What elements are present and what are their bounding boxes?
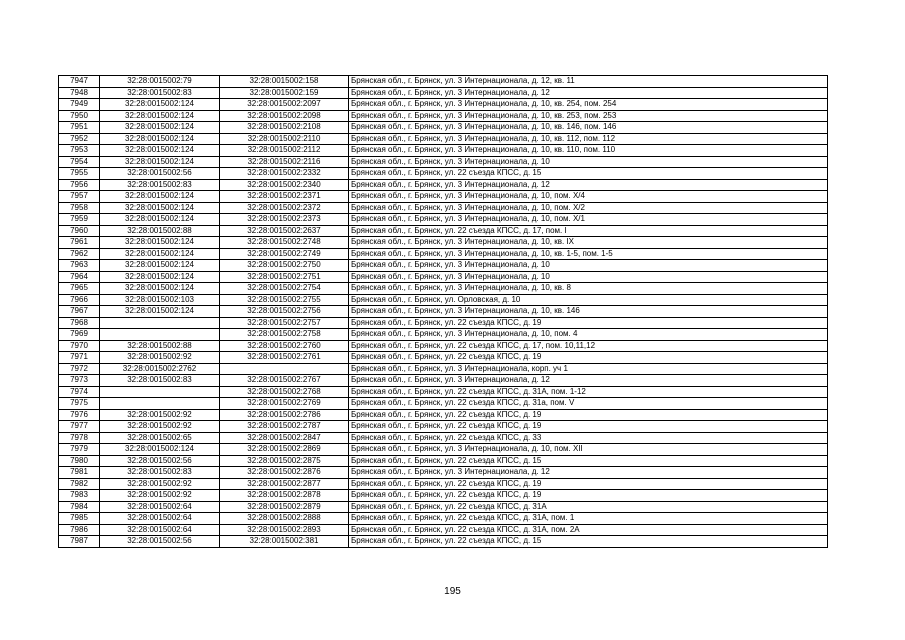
cadastral-number-cell: 32:28:0015002:2786	[220, 409, 349, 421]
address-cell: Брянская обл., г. Брянск, ул. 22 съезда КПСС, д. 15	[349, 536, 828, 548]
parent-cadastral-number-cell	[100, 386, 220, 398]
cadastral-number-cell: 32:28:0015002:158	[220, 76, 349, 88]
row-number-cell: 7983	[59, 490, 100, 502]
table-row	[59, 306, 828, 318]
row-number-cell: 7950	[59, 110, 100, 122]
table-row	[59, 444, 828, 456]
cadastral-number-cell: 32:28:0015002:2751	[220, 271, 349, 283]
parent-cadastral-number-cell: 32:28:0015002:92	[100, 352, 220, 364]
parent-cadastral-number-cell: 32:28:0015002:64	[100, 513, 220, 525]
table-row	[59, 421, 828, 433]
table-row	[59, 490, 828, 502]
page-number: 195	[444, 586, 461, 597]
registry-table	[58, 75, 828, 548]
address-cell: Брянская обл., г. Брянск, ул. 3 Интернационала, д. 10	[349, 260, 828, 272]
cadastral-number-cell: 32:28:0015002:2893	[220, 524, 349, 536]
table-row	[59, 363, 828, 375]
table-row	[59, 110, 828, 122]
table-row	[59, 283, 828, 295]
address-cell: Брянская обл., г. Брянск, ул. Орловская, д. 10	[349, 294, 828, 306]
parent-cadastral-number-cell: 32:28:0015002:124	[100, 110, 220, 122]
cadastral-number-cell: 32:28:0015002:2878	[220, 490, 349, 502]
row-number-cell: 7973	[59, 375, 100, 387]
table-row	[59, 168, 828, 180]
address-cell: Брянская обл., г. Брянск, ул. 3 Интернационала, д. 10, кв. 1-5, пом. 1-5	[349, 248, 828, 260]
cadastral-number-cell: 32:28:0015002:2879	[220, 501, 349, 513]
table-row	[59, 145, 828, 157]
cadastral-number-cell: 32:28:0015002:2757	[220, 317, 349, 329]
address-cell: Брянская обл., г. Брянск, ул. 3 Интернационала, д. 10, кв. 253, пом. 253	[349, 110, 828, 122]
cadastral-number-cell: 32:28:0015002:2097	[220, 99, 349, 111]
parent-cadastral-number-cell: 32:28:0015002:124	[100, 306, 220, 318]
table-row	[59, 202, 828, 214]
row-number-cell: 7987	[59, 536, 100, 548]
address-cell: Брянская обл., г. Брянск, ул. 3 Интернационала, д. 12	[349, 375, 828, 387]
cadastral-number-cell: 32:28:0015002:2756	[220, 306, 349, 318]
address-cell: Брянская обл., г. Брянск, ул. 22 съезда КПСС, д. 31А	[349, 501, 828, 513]
table-row	[59, 214, 828, 226]
table-row	[59, 260, 828, 272]
cadastral-number-cell: 32:28:0015002:2748	[220, 237, 349, 249]
cadastral-number-cell: 32:28:0015002:2875	[220, 455, 349, 467]
table-row	[59, 225, 828, 237]
address-cell: Брянская обл., г. Брянск, ул. 22 съезда КПСС, д. 19	[349, 478, 828, 490]
parent-cadastral-number-cell: 32:28:0015002:103	[100, 294, 220, 306]
row-number-cell: 7985	[59, 513, 100, 525]
cadastral-number-cell: 32:28:0015002:2877	[220, 478, 349, 490]
table-row	[59, 237, 828, 249]
address-cell: Брянская обл., г. Брянск, ул. 22 съезда КПСС, д. 19	[349, 490, 828, 502]
address-cell: Брянская обл., г. Брянск, ул. 3 Интернационала, д. 10, пом. 4	[349, 329, 828, 341]
address-cell: Брянская обл., г. Брянск, ул. 22 съезда КПСС, д. 31А, пом. 1-12	[349, 386, 828, 398]
address-cell: Брянская обл., г. Брянск, ул. 22 съезда КПСС, д. 19	[349, 352, 828, 364]
parent-cadastral-number-cell: 32:28:0015002:64	[100, 524, 220, 536]
parent-cadastral-number-cell: 32:28:0015002:124	[100, 283, 220, 295]
cadastral-number-cell: 32:28:0015002:2787	[220, 421, 349, 433]
row-number-cell: 7957	[59, 191, 100, 203]
row-number-cell: 7968	[59, 317, 100, 329]
address-cell: Брянская обл., г. Брянск, ул. 22 съезда КПСС, д. 31А, пом. 1	[349, 513, 828, 525]
table-row	[59, 386, 828, 398]
address-cell: Брянская обл., г. Брянск, ул. 3 Интернационала, д. 10, кв. 254, пом. 254	[349, 99, 828, 111]
cadastral-number-cell: 32:28:0015002:2767	[220, 375, 349, 387]
cadastral-number-cell: 32:28:0015002:2340	[220, 179, 349, 191]
cadastral-number-cell: 32:28:0015002:2769	[220, 398, 349, 410]
parent-cadastral-number-cell: 32:28:0015002:79	[100, 76, 220, 88]
row-number-cell: 7948	[59, 87, 100, 99]
parent-cadastral-number-cell: 32:28:0015002:92	[100, 421, 220, 433]
row-number-cell: 7949	[59, 99, 100, 111]
parent-cadastral-number-cell: 32:28:0015002:88	[100, 340, 220, 352]
cadastral-number-cell: 32:28:0015002:2108	[220, 122, 349, 134]
address-cell: Брянская обл., г. Брянск, ул. 22 съезда КПСС, д. 17, пом. 10,11,12	[349, 340, 828, 352]
address-cell: Брянская обл., г. Брянск, ул. 22 съезда КПСС, д. 17, пом. I	[349, 225, 828, 237]
table-row	[59, 329, 828, 341]
table-row	[59, 409, 828, 421]
row-number-cell: 7986	[59, 524, 100, 536]
parent-cadastral-number-cell: 32:28:0015002:88	[100, 225, 220, 237]
parent-cadastral-number-cell: 32:28:0015002:124	[100, 156, 220, 168]
table-row	[59, 294, 828, 306]
parent-cadastral-number-cell: 32:28:0015002:64	[100, 501, 220, 513]
cadastral-number-cell: 32:28:0015002:2373	[220, 214, 349, 226]
table-row	[59, 432, 828, 444]
row-number-cell: 7972	[59, 363, 100, 375]
parent-cadastral-number-cell	[100, 398, 220, 410]
address-cell: Брянская обл., г. Брянск, ул. 3 Интернационала, д. 10, кв. 146, пом. 146	[349, 122, 828, 134]
row-number-cell: 7963	[59, 260, 100, 272]
address-cell: Брянская обл., г. Брянск, ул. 3 Интернационала, д. 10, пом. Х/4	[349, 191, 828, 203]
table-row	[59, 467, 828, 479]
row-number-cell: 7964	[59, 271, 100, 283]
address-cell: Брянская обл., г. Брянск, ул. 3 Интернационала, д. 12, кв. 11	[349, 76, 828, 88]
row-number-cell: 7979	[59, 444, 100, 456]
parent-cadastral-number-cell: 32:28:0015002:83	[100, 87, 220, 99]
cadastral-number-cell: 32:28:0015002:2372	[220, 202, 349, 214]
address-cell: Брянская обл., г. Брянск, ул. 3 Интернационала, д. 12	[349, 87, 828, 99]
table-row	[59, 179, 828, 191]
address-cell: Брянская обл., г. Брянск, ул. 3 Интернационала, д. 10, кв. 112, пом. 112	[349, 133, 828, 145]
cadastral-number-cell: 32:28:0015002:2332	[220, 168, 349, 180]
parent-cadastral-number-cell: 32:28:0015002:124	[100, 237, 220, 249]
row-number-cell: 7976	[59, 409, 100, 421]
table-row	[59, 536, 828, 548]
address-cell: Брянская обл., г. Брянск, ул. 3 Интернационала, д. 12	[349, 179, 828, 191]
row-number-cell: 7980	[59, 455, 100, 467]
table-row	[59, 455, 828, 467]
table-row	[59, 478, 828, 490]
row-number-cell: 7984	[59, 501, 100, 513]
row-number-cell: 7958	[59, 202, 100, 214]
address-cell: Брянская обл., г. Брянск, ул. 22 съезда КПСС, д. 15	[349, 455, 828, 467]
registry-table-body	[59, 76, 828, 548]
parent-cadastral-number-cell: 32:28:0015002:83	[100, 179, 220, 191]
address-cell: Брянская обл., г. Брянск, ул. 22 съезда КПСС, д. 19	[349, 421, 828, 433]
parent-cadastral-number-cell: 32:28:0015002:65	[100, 432, 220, 444]
row-number-cell: 7965	[59, 283, 100, 295]
address-cell: Брянская обл., г. Брянск, ул. 22 съезда КПСС, д. 19	[349, 317, 828, 329]
cadastral-number-cell: 32:28:0015002:381	[220, 536, 349, 548]
cadastral-number-cell: 32:28:0015002:2750	[220, 260, 349, 272]
parent-cadastral-number-cell: 32:28:0015002:124	[100, 260, 220, 272]
cadastral-number-cell: 32:28:0015002:2116	[220, 156, 349, 168]
table-row	[59, 122, 828, 134]
parent-cadastral-number-cell	[100, 329, 220, 341]
row-number-cell: 7956	[59, 179, 100, 191]
row-number-cell: 7962	[59, 248, 100, 260]
table-row	[59, 317, 828, 329]
table-row	[59, 513, 828, 525]
parent-cadastral-number-cell: 32:28:0015002:83	[100, 467, 220, 479]
parent-cadastral-number-cell: 32:28:0015002:124	[100, 202, 220, 214]
row-number-cell: 7975	[59, 398, 100, 410]
row-number-cell: 7981	[59, 467, 100, 479]
row-number-cell: 7974	[59, 386, 100, 398]
parent-cadastral-number-cell: 32:28:0015002:124	[100, 248, 220, 260]
cadastral-number-cell: 32:28:0015002:2876	[220, 467, 349, 479]
address-cell: Брянская обл., г. Брянск, ул. 22 съезда КПСС, д. 31А, пом. 2А	[349, 524, 828, 536]
table-row	[59, 76, 828, 88]
parent-cadastral-number-cell: 32:28:0015002:92	[100, 409, 220, 421]
address-cell: Брянская обл., г. Брянск, ул. 22 съезда КПСС, д. 19	[349, 409, 828, 421]
table-row	[59, 501, 828, 513]
parent-cadastral-number-cell: 32:28:0015002:83	[100, 375, 220, 387]
address-cell: Брянская обл., г. Брянск, ул. 22 съезда КПСС, д. 15	[349, 168, 828, 180]
row-number-cell: 7955	[59, 168, 100, 180]
cadastral-number-cell: 32:28:0015002:2869	[220, 444, 349, 456]
cadastral-number-cell: 32:28:0015002:2749	[220, 248, 349, 260]
table-row	[59, 191, 828, 203]
row-number-cell: 7951	[59, 122, 100, 134]
address-cell: Брянская обл., г. Брянск, ул. 3 Интернационала, д. 10, пом. XII	[349, 444, 828, 456]
row-number-cell: 7953	[59, 145, 100, 157]
cadastral-number-cell: 32:28:0015002:2371	[220, 191, 349, 203]
row-number-cell: 7960	[59, 225, 100, 237]
address-cell: Брянская обл., г. Брянск, ул. 22 съезда КПСС, д. 33	[349, 432, 828, 444]
table-row	[59, 99, 828, 111]
row-number-cell: 7961	[59, 237, 100, 249]
parent-cadastral-number-cell: 32:28:0015002:56	[100, 455, 220, 467]
address-cell: Брянская обл., г. Брянск, ул. 3 Интернационала, д. 10, кв. 146	[349, 306, 828, 318]
row-number-cell: 7966	[59, 294, 100, 306]
row-number-cell: 7967	[59, 306, 100, 318]
address-cell: Брянская обл., г. Брянск, ул. 3 Интернационала, д. 10, кв. IX	[349, 237, 828, 249]
cadastral-number-cell: 32:28:0015002:2754	[220, 283, 349, 295]
parent-cadastral-number-cell: 32:28:0015002:124	[100, 122, 220, 134]
table-row	[59, 271, 828, 283]
cadastral-number-cell: 32:28:0015002:159	[220, 87, 349, 99]
parent-cadastral-number-cell: 32:28:0015002:124	[100, 191, 220, 203]
address-cell: Брянская обл., г. Брянск, ул. 3 Интернационала, д. 10, кв. 8	[349, 283, 828, 295]
row-number-cell: 7959	[59, 214, 100, 226]
parent-cadastral-number-cell: 32:28:0015002:56	[100, 168, 220, 180]
row-number-cell: 7982	[59, 478, 100, 490]
cadastral-number-cell	[220, 363, 349, 375]
cadastral-number-cell: 32:28:0015002:2112	[220, 145, 349, 157]
row-number-cell: 7971	[59, 352, 100, 364]
address-cell: Брянская обл., г. Брянск, ул. 3 Интернационала, д. 10, пом. Х/2	[349, 202, 828, 214]
parent-cadastral-number-cell	[100, 317, 220, 329]
row-number-cell: 7947	[59, 76, 100, 88]
table-row	[59, 248, 828, 260]
parent-cadastral-number-cell: 32:28:0015002:2762	[100, 363, 220, 375]
table-row	[59, 398, 828, 410]
parent-cadastral-number-cell: 32:28:0015002:92	[100, 478, 220, 490]
parent-cadastral-number-cell: 32:28:0015002:124	[100, 214, 220, 226]
address-cell: Брянская обл., г. Брянск, ул. 3 Интернационала, д. 10, кв. 110, пом. 110	[349, 145, 828, 157]
table-row	[59, 352, 828, 364]
parent-cadastral-number-cell: 32:28:0015002:124	[100, 145, 220, 157]
table-row	[59, 375, 828, 387]
cadastral-number-cell: 32:28:0015002:2761	[220, 352, 349, 364]
cadastral-number-cell: 32:28:0015002:2760	[220, 340, 349, 352]
parent-cadastral-number-cell: 32:28:0015002:124	[100, 99, 220, 111]
address-cell: Брянская обл., г. Брянск, ул. 22 съезда КПСС, д. 31а, пом. V	[349, 398, 828, 410]
address-cell: Брянская обл., г. Брянск, ул. 3 Интернационала, д. 10, пом. Х/1	[349, 214, 828, 226]
row-number-cell: 7952	[59, 133, 100, 145]
cadastral-number-cell: 32:28:0015002:2110	[220, 133, 349, 145]
address-cell: Брянская обл., г. Брянск, ул. 3 Интернационала, д. 10	[349, 156, 828, 168]
table-row	[59, 524, 828, 536]
cadastral-number-cell: 32:28:0015002:2847	[220, 432, 349, 444]
cadastral-number-cell: 32:28:0015002:2758	[220, 329, 349, 341]
row-number-cell: 7970	[59, 340, 100, 352]
table-row	[59, 87, 828, 99]
parent-cadastral-number-cell: 32:28:0015002:124	[100, 133, 220, 145]
row-number-cell: 7969	[59, 329, 100, 341]
cadastral-number-cell: 32:28:0015002:2888	[220, 513, 349, 525]
address-cell: Брянская обл., г. Брянск, ул. 3 Интернационала, корп. уч 1	[349, 363, 828, 375]
parent-cadastral-number-cell: 32:28:0015002:124	[100, 271, 220, 283]
row-number-cell: 7954	[59, 156, 100, 168]
table-row	[59, 340, 828, 352]
row-number-cell: 7977	[59, 421, 100, 433]
parent-cadastral-number-cell: 32:28:0015002:56	[100, 536, 220, 548]
parent-cadastral-number-cell: 32:28:0015002:124	[100, 444, 220, 456]
cadastral-number-cell: 32:28:0015002:2768	[220, 386, 349, 398]
address-cell: Брянская обл., г. Брянск, ул. 3 Интернационала, д. 12	[349, 467, 828, 479]
cadastral-number-cell: 32:28:0015002:2098	[220, 110, 349, 122]
cadastral-number-cell: 32:28:0015002:2637	[220, 225, 349, 237]
parent-cadastral-number-cell: 32:28:0015002:92	[100, 490, 220, 502]
table-row	[59, 133, 828, 145]
table-row	[59, 156, 828, 168]
row-number-cell: 7978	[59, 432, 100, 444]
cadastral-number-cell: 32:28:0015002:2755	[220, 294, 349, 306]
address-cell: Брянская обл., г. Брянск, ул. 3 Интернационала, д. 10	[349, 271, 828, 283]
